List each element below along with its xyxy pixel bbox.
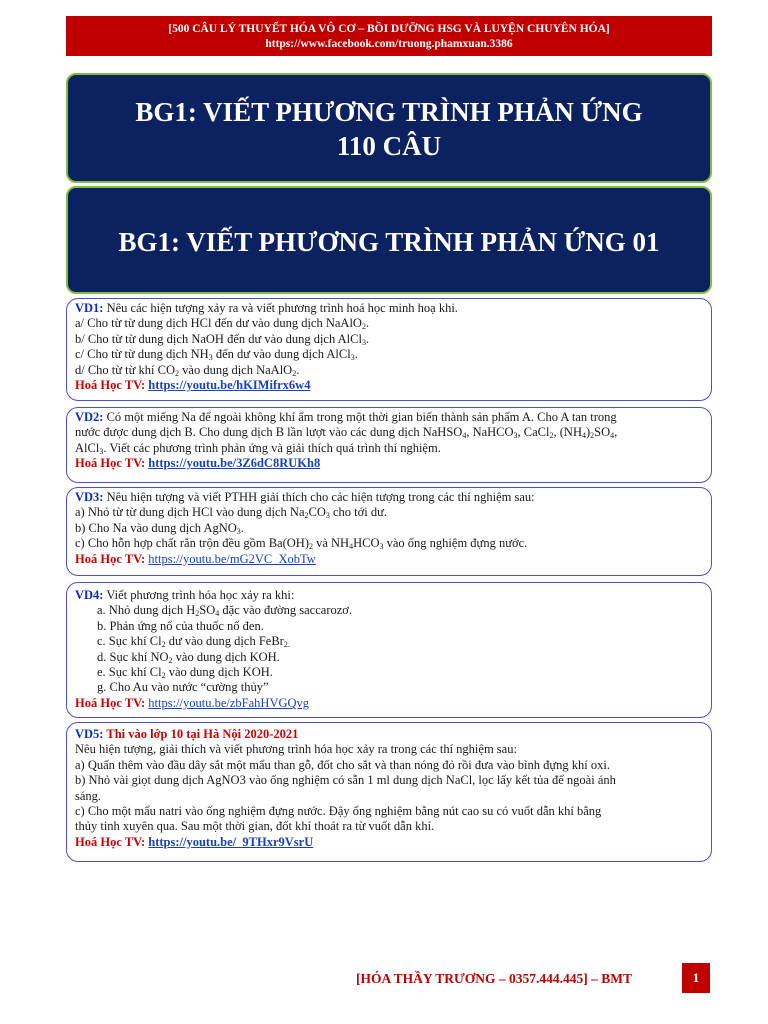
vd5-item-b-line1: b) Nhỏ vài giọt dung dịch AgNO3 vào ống nghiệm có sẵn 1 ml dung dịch NaCl, lọc lấy kết tủa để ngoài ánh bbox=[75, 773, 616, 788]
vd1-item-b: b/ Cho từ từ dung dịch NaOH đến dư vào dung dịch AlCl$_3$. bbox=[75, 331, 370, 347]
page-number: 1 bbox=[682, 963, 710, 993]
vd2-video-line bbox=[75, 456, 703, 471]
vd5-item-a: a) Quấn thêm vào đầu dây sắt một mẩu than gỗ, đốt cho sắt và than nóng đỏ rồi đưa vào bình đựng khí oxi. bbox=[75, 757, 610, 772]
vd1-item-a: a/ Cho từ từ dung dịch HCl đến dư vào dung dịch NaAlO$_2$. bbox=[75, 316, 370, 332]
vd5-item-c-line1: c) Cho một mẩu natri vào ống nghiệm đựng nước. Đậy ống nghiệm bằng nút cao su có vuốt dẫn khí bằng bbox=[75, 804, 602, 819]
vd5-video-line bbox=[75, 835, 703, 850]
vd5-subtitle: Thi vào lớp 10 tại Hà Nội 2020-2021 bbox=[103, 727, 299, 741]
vd1-video-link[interactable]: https://youtu.be/hKIMifrx6w4 bbox=[148, 378, 311, 393]
vd5-title-line bbox=[75, 727, 703, 742]
header-facebook-url[interactable]: https://www.facebook.com/truong.phamxuan.3386 bbox=[265, 38, 513, 50]
header-title: [500 CÂU LÝ THUYẾT HÓA VÔ CƠ – BỒI DƯỠNG HSG VÀ LUYỆN CHUYÊN HÓA] bbox=[168, 23, 610, 35]
vd1-tag: VD1: bbox=[75, 301, 104, 315]
main-title-line2: 110 CÂU bbox=[336, 131, 442, 161]
header-banner bbox=[66, 16, 712, 56]
vd1-intro: Nêu các hiện tượng xảy ra và viết phương trình hoá học minh hoạ khi. bbox=[103, 301, 458, 315]
question-vd5 bbox=[66, 722, 712, 862]
main-title-box bbox=[66, 73, 712, 183]
vd2-video-link[interactable]: https://youtu.be/3Z6dC8RUKh8 bbox=[148, 456, 321, 471]
video-label: Hoá Học TV: bbox=[75, 695, 146, 710]
vd4-item-c: c. Sục khí $Cl_2$ dư vào dung dịch FeBr$_{2.}$ bbox=[97, 634, 290, 650]
vd4-item-d: d. Sục khí $NO_2$ vào dung dịch KOH. bbox=[97, 649, 280, 665]
vd1-item-c: c/ Cho từ từ dung dịch $NH_3$ đến dư vào dung dịch AlCl$_3$. bbox=[75, 347, 358, 363]
vd1-video-line bbox=[75, 378, 703, 393]
vd4-video-line bbox=[75, 696, 703, 711]
vd5-tag: VD5: bbox=[75, 727, 104, 741]
video-label: Hoá Học TV: bbox=[75, 378, 146, 393]
video-label: Hoá Học TV: bbox=[75, 551, 146, 566]
vd2-tag: VD2: bbox=[75, 410, 104, 424]
vd4-video-link[interactable]: https://youtu.be/zbFahHVGQvg bbox=[148, 695, 310, 710]
video-label: Hoá Học TV: bbox=[75, 834, 146, 849]
question-vd3 bbox=[66, 487, 712, 576]
vd3-video-line bbox=[75, 552, 703, 567]
vd4-item-g: g. Cho Au vào nước “cường thủy” bbox=[97, 680, 269, 695]
vd4-item-b: b. Phản ứng nổ của thuốc nổ đen. bbox=[97, 618, 264, 633]
question-vd1 bbox=[66, 298, 712, 401]
vd4-intro-line: VD4: Viết phương trình hóa học xảy ra khi: bbox=[75, 588, 295, 602]
section-title-box bbox=[66, 186, 712, 294]
vd5-intro: Nêu hiện tượng, giải thích và viết phương trình hóa học xảy ra trong các thí nghiệm sau: bbox=[75, 742, 517, 757]
vd3-item-c: c) Cho hỗn hợp chất rắn trộn đều gồm $Ba(OH)_2$ và $NH_4HCO_3$ vào ống nghiệm đựng nước. bbox=[75, 536, 528, 552]
vd1-intro-line bbox=[75, 301, 703, 316]
question-vd4 bbox=[66, 582, 712, 718]
vd5-item-b-line2: sáng. bbox=[75, 788, 102, 803]
section-title: BG1: VIẾT PHƯƠNG TRÌNH PHẢN ỨNG 01 bbox=[118, 227, 660, 257]
video-label: Hoá Học TV: bbox=[75, 456, 146, 471]
vd3-intro-line: VD3: Nêu hiện tượng và viết PTHH giải thích cho các hiện tượng trong các thí nghiệm sau: bbox=[75, 490, 535, 504]
vd2-line2: nước được dung dịch B. Cho dung dịch B lần lượt vào các dung dịch NaHSO$_4$, NaHCO$_3$, CaCl$_2$, $(NH_4)_2SO_4$, bbox=[75, 425, 618, 441]
footer-author: [HÓA THẦY TRƯƠNG – 0357.444.445] – BMT bbox=[356, 971, 633, 986]
vd2-line1: VD2: Có một miếng Na để ngoài không khí ẩm trong một thời gian biến thành sản phẩm A. Cho A tan trong bbox=[75, 410, 617, 424]
vd4-item-e: e. Sục khí $Cl_2$ vào dung dịch KOH. bbox=[97, 665, 273, 681]
vd4-item-a: a. Nhỏ dung dịch $H_2SO_4$ đặc vào đường saccarozơ. bbox=[97, 603, 353, 619]
vd5-item-c-line2: thủy tinh xuyên qua. Sau một thời gian, đốt khí thoát ra từ vuốt dẫn khí. bbox=[75, 819, 435, 834]
vd3-video-link[interactable]: https://youtu.be/mG2VC_XobTw bbox=[148, 551, 316, 566]
vd3-tag: VD3: bbox=[75, 490, 104, 504]
vd2-line3: AlCl$_3$. Viết các phương trình phản ứng và giải thích quá trình thí nghiệm. bbox=[75, 440, 441, 456]
main-title-line1: BG1: VIẾT PHƯƠNG TRÌNH PHẢN ỨNG bbox=[135, 97, 643, 127]
vd3-item-b: b) Cho Na vào dung dịch AgNO$_3$. bbox=[75, 520, 244, 536]
vd3-item-a: a) Nhỏ từ từ dung dịch HCl vào dung dịch $Na_2CO_3$ cho tới dư. bbox=[75, 505, 388, 521]
question-vd2 bbox=[66, 407, 712, 483]
vd4-tag: VD4: bbox=[75, 588, 104, 602]
vd5-video-link[interactable]: https://youtu.be/_9THxr9VsrU bbox=[148, 834, 314, 849]
vd1-item-d: d/ Cho từ từ khí $CO_2$ vào dung dịch NaAlO$_2$. bbox=[75, 362, 300, 378]
